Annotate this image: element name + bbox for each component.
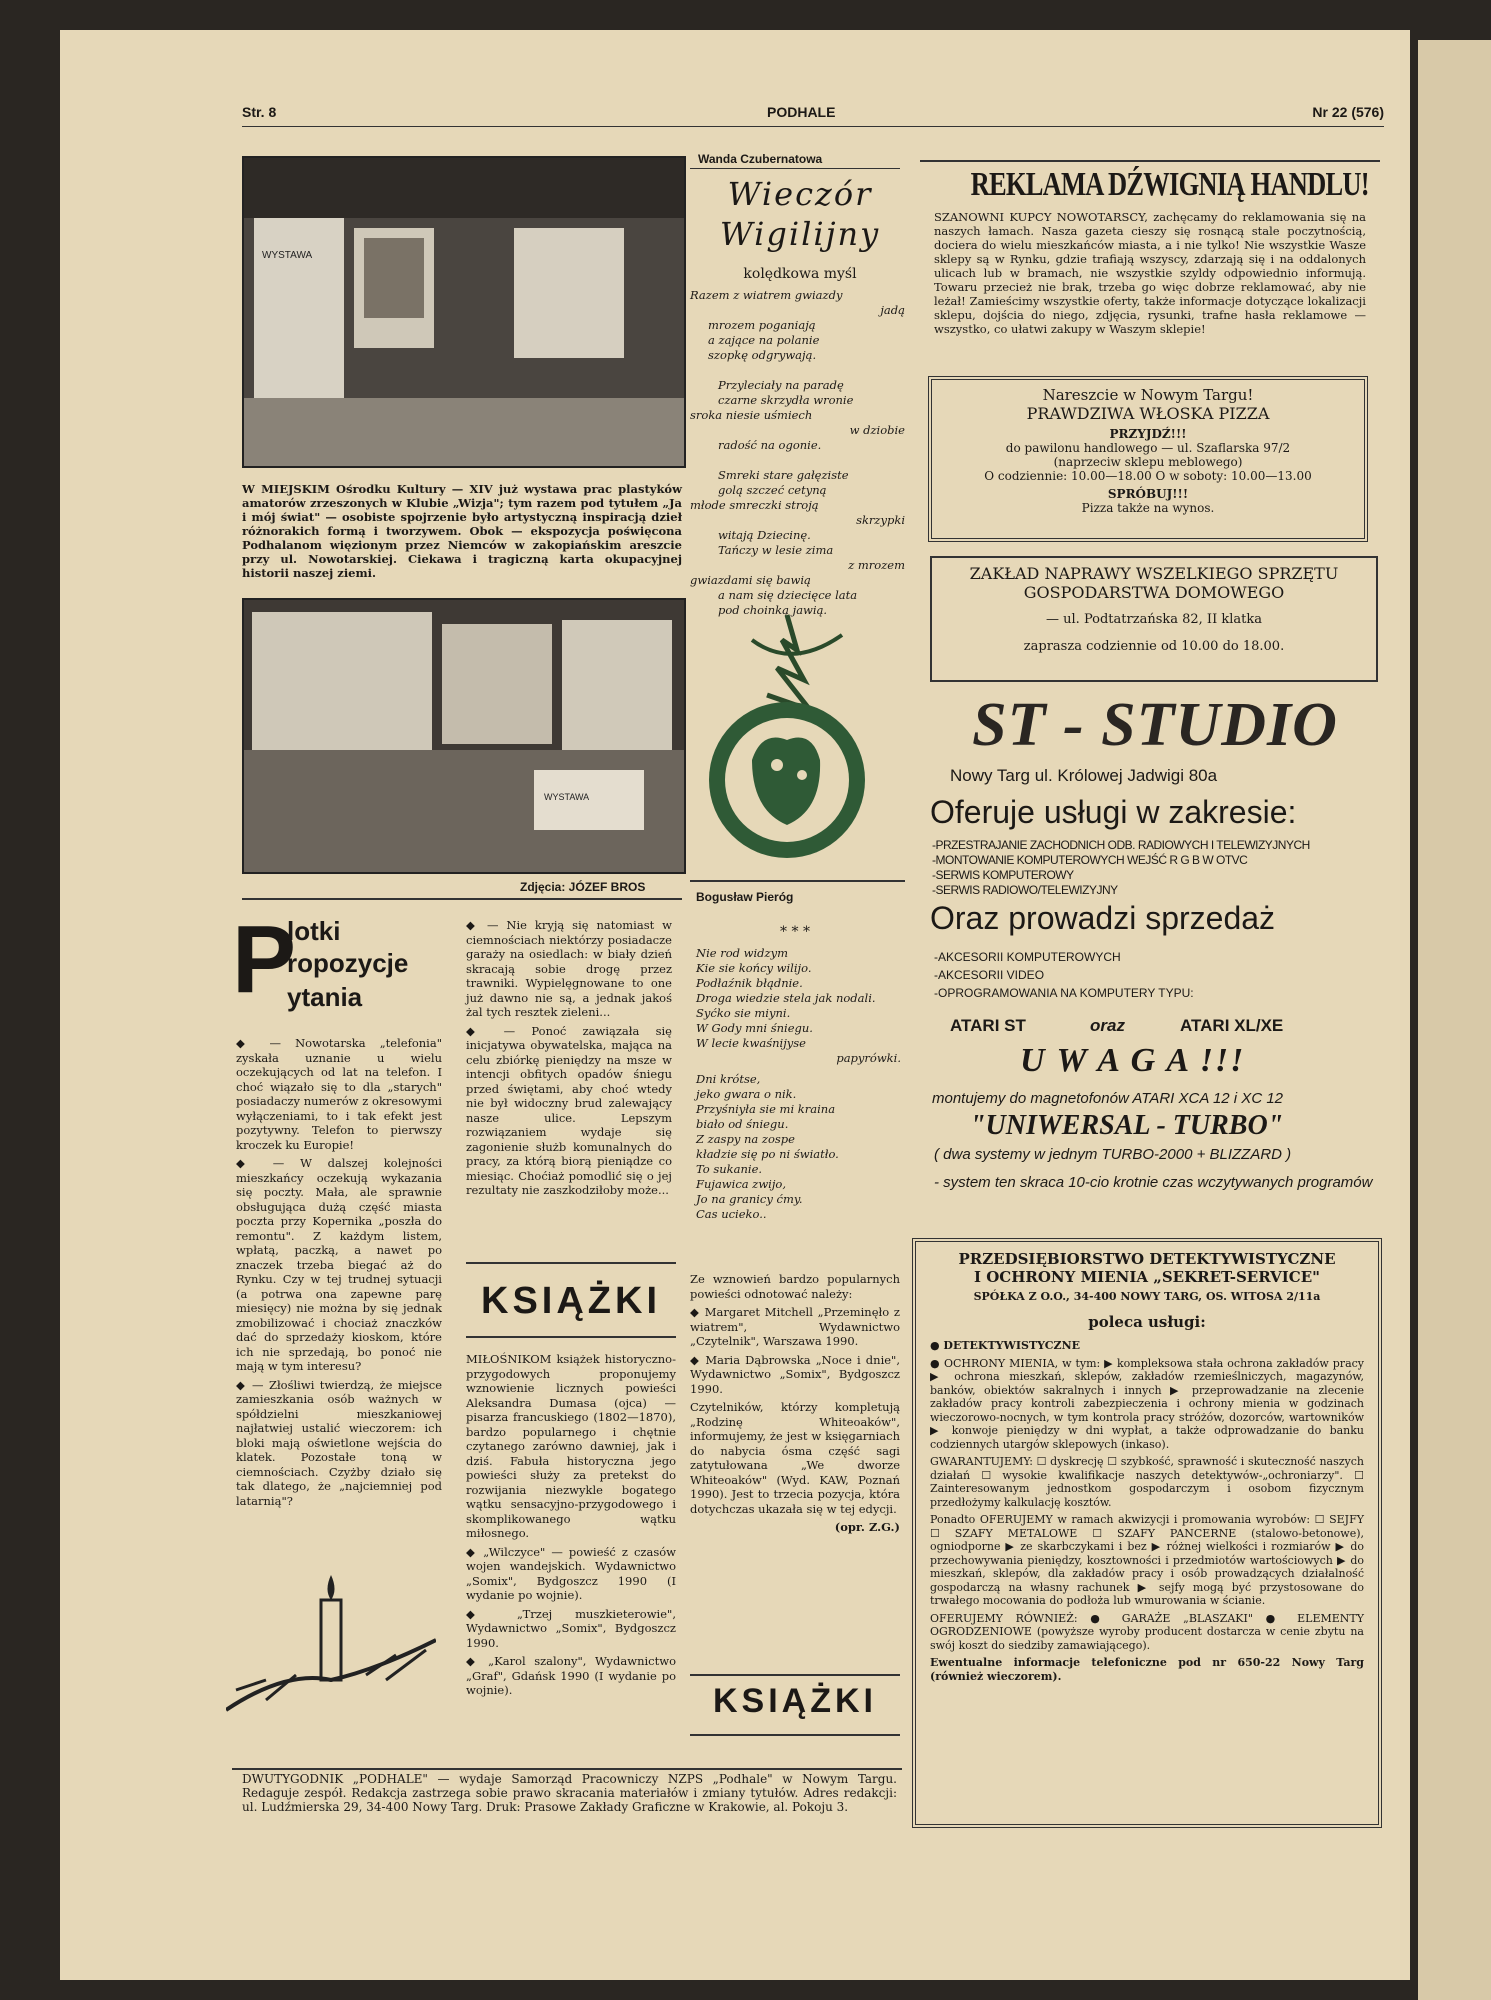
st-studio-sale: Oraz prowadzi sprzedaż [930,900,1276,936]
poem-line: Cas ucieko.. [696,1207,767,1221]
plotki-big-p: P [232,906,297,1013]
book-paragraph: Ze wznowień bardzo popularnych powieści odnotować należy: [690,1272,900,1301]
exhibition-sign-2: WYSTAWA [544,792,590,802]
pizza-line-1: Nareszcie w Nowym Targu! [1042,386,1254,404]
page-number: Str. 8 [242,104,277,120]
ksiazki-2-rule-bottom [690,1734,900,1736]
naprawa-ad [930,556,1378,682]
newspaper-title: PODHALE [767,104,836,120]
ksiazki-rule-bottom [466,1336,676,1338]
book-signature: (opr. Z.G.) [834,1520,900,1534]
poem-line: radość na ogonie. [718,438,822,452]
atari-oraz: oraz [1090,1016,1125,1035]
poem-line: Syćko sie miyni. [696,1006,791,1020]
sekret-body [930,1339,1364,1683]
plotki-title-2: ropozycje [287,948,409,978]
sekret-service-ad [912,1238,1382,1828]
exhibition-photo-1-image [244,158,684,466]
poem-line: Podłaźnik błądnie. [696,976,803,990]
ksiazki-rule-top [466,1262,676,1264]
poem-2-stars: * * * [780,924,810,940]
st-studio-address: Nowy Targ ul. Królowej Jadwigi 80a [950,766,1218,785]
naprawa-line-4: zaprasza codziennie od 10.00 do 18.00. [1023,639,1285,654]
poem-line: Droga wiedzie stela jak nodali. [696,991,876,1005]
st-studio-ad [920,690,1390,1240]
poem-line: W lecie kwaśnijyse [696,1036,806,1050]
uwaga-banner: U W A G A !!! [1020,1042,1246,1079]
service-item: -MONTOWANIE KOMPUTEROWYCH WEJŚĆ R G B W OTVC [932,853,1248,867]
exhibition-photo-1 [242,156,686,468]
plotki-item: ◆ — W dalszej kolejności mieszkańcy oczekują wykazania się poczty. Mała, ale sprawnie obsługująca dużą część miasta poczta przy Kopernika „poszła do remontu". Z każdym listem, wpłatą, paczką, a nawet po znaczek trzeba biegać aż do Rynku. Czy w tej trudnej sytuacji (a potrwa ona zapewne parę miesięcy) nie można by się jednak zmobilizować i chociaż znaczków dać do sprzedaży kioskom, które ich nie sprzedają, bo ponoć nie mają w tym interesu? [236,1156,442,1373]
product-item: -AKCESORII KOMPUTEROWYCH [934,950,1121,964]
st-studio-services [932,838,1310,898]
candle-illustration [226,1570,436,1720]
poem-line: Przyśniyła sie mi kraina [696,1102,836,1116]
poem-line: Przyleciały na paradę [718,378,844,392]
poem-line: witają Dziecinę. [718,528,811,542]
uniwersal-turbo: "UNIWERSAL - TURBO" [970,1110,1284,1141]
reklama-box [920,160,1380,362]
poem-line: czarne skrzydła wronie [718,393,854,407]
plotki-title-3: ytania [287,982,363,1012]
book-item: ◆ „Wilczyce" — powieść z czasów wojen wandejskich. Wydawnictwo „Somix", Bydgoszcz 1990 (I wydanie po wojnie). [466,1544,676,1602]
product-item: -AKCESORII VIDEO [934,968,1045,982]
sekret-item: ● OCHRONY MIENIA, w tym: ▶ kompleksowa stała ochrona zakładów pracy ▶ ochrona mieszkań, sklepów, zakładów rzemieślniczych, magazynów, banków, obiektów sakralnych i innych ▶ przeprowadzanie na zlecenie zakładów pracy kontroli zabezpieczenia i ochrony mienia w godzinach wieczorowo-nocnych, w tym kontrola pracy stróżów, dozorców, wartowników ▶ konwoje pieniędzy w dni wypłat, a także odprowadzanie do banku codziennych utargów sklepowych (inkaso). [930,1356,1364,1451]
naprawa-line-3: — ul. Podtatrzańska 82, II klatka [1046,612,1262,627]
montujemy-text: montujemy do magnetofonów ATARI XCA 12 i XC 12 [932,1090,1283,1107]
poem-line [690,453,905,468]
poem-line: Jo na granicy ćmy. [696,1192,803,1206]
st-studio-products [934,948,1194,1002]
photo-1-caption: W MIEJSKIM Ośrodku Kultury — XIV już wystawa prac plastyków amatorów zrzeszonych w Klubie „Wizja"; tym razem pod tytułem „Ja i mój świat" — osobiste spojrzenie było artystyczną inspiracją dzieł różnorakich formą i tworzywem. Obok — ekspozycja poświęcona Podhalanom więzionym przez Niemców w zakopiańskim areszcie przy ul. Nowotarskiej. Ciekawa i tragiczną karta okupacyjnej historii naszej ziemi. [242,482,682,580]
photo-credit: Zdjęcia: JÓZEF BROS [520,880,646,894]
christmas-bauble-icon [692,610,902,870]
st-studio-title: ST - STUDIO [972,691,1338,759]
poem-line: papyrówki. [836,1051,901,1065]
book-item: ◆ Maria Dąbrowska „Noce i dnie", Wydawnictwo „Somix", Bydgoszcz 1990. [690,1352,900,1396]
product-item: -OPROGRAMOWANIA NA KOMPUTERY TYPU: [934,986,1194,1000]
reklama-title: REKLAMA DŹWIGNIĄ HANDLU! [970,166,1369,203]
exhibition-sign-1: WYSTAWA [262,250,313,261]
issue-number: Nr 22 (576) [1312,104,1384,120]
plotki-item: ◆ — Złośliwi twierdzą, że miejsce zamieszkania osób ważnych w spółdzielni mieszkaniowej najłatwiej ustalić wieczorem: ich bloki mają oświetlone wejścia do klatek. Pozostałe toną w ciemnościach. Czyżby działo się tak dlatego, że „najciemniej pod latarnią"? [236,1377,442,1508]
poem-line: skrzypki [856,513,905,527]
sekret-item: GWARANTUJEMY: ☐ dyskrecję ☐ szybkość, sprawność i skuteczność naszych działań ☐ wysokie kwalifikacje naszych detektywów-„ochroniarzy". ☐ Zainteresowanym jednostkom gospodarczym i osobom fizycznym przedłożymy kalkulację kosztów. [930,1455,1364,1509]
pizza-line-8: Pizza także na wynos. [1081,501,1215,515]
poem-line: kładzie się po ni światło. [696,1147,839,1161]
plotki-column-1 [236,1036,442,1512]
sekret-title-1: PRZEDSIĘBIORSTWO DETEKTYWISTYCZNE [958,1250,1336,1268]
poem-line: a nam się dziecięce lata [718,588,858,602]
poem-line: z mrozem [848,558,905,572]
sekret-title-2: I OCHRONY MIENIA „SEKRET-SERVICE" [973,1268,1320,1286]
pizza-line-3: PRZYJDŹ!!! [1109,427,1187,441]
book-item: ◆ Margaret Mitchell „Przeminęło z wiatrem", Wydawnictwo „Czytelnik", Warszawa 1990. [690,1305,900,1348]
systems-text: ( dwa systemy w jednym TURBO-2000 + BLIZZARD ) [934,1146,1292,1163]
imprint-footer: DWUTYGODNIK „PODHALE" — wydaje Samorząd Pracowniczy NZPS „Podhale" w Nowym Targu. Redaguje zespół. Redakcja zastrzega sobie prawo skracania materiałów i zmiany tytułów. Adres redakcji: ul. Ludźmierska 29, 34-400 Nowy Targ. Druk: Prasowe Zakłady Graficzne w Krakowie, al. Pokoju 3. [242,1772,897,1814]
poem-line: W Gody mni śniegu. [696,1021,813,1035]
sekret-poleca: poleca usługi: [1088,1313,1206,1331]
naprawa-line-2: GOSPODARSTWA DOMOWEGO [1023,583,1285,602]
poem-line: młode smreczki stroją [690,498,819,512]
sekret-item: Ewentualne informacje telefoniczne pod nr 650-22 Nowy Targ (również wieczorem). [930,1656,1364,1683]
service-item: -SERWIS KOMPUTEROWY [932,868,1074,882]
poem-1-subtitle: kolędkowa myśl [743,266,857,282]
poem-line: Razem z wiatrem gwiazdy [690,288,843,302]
poem-1-rule [690,168,900,169]
book-paragraph: MIŁOŚNIKOM książek historyczno-przygodowych proponujemy wznowienie licznych powieści Aleksandra Dumasa (ojca) — pisarza francuskiego (1802—1870), bardzo popularnego i chętnie czytanego zarówno dawniej, jak i dziś. Fabuła historyczna jego powieści służy za pretekst do rozwijania niezwykle bogatego wątku sensacyjno-przygodowego i skomplikowanego wątku miłosnego. [466,1352,676,1540]
poem-line: w dziobie [849,423,905,437]
poem-line: pod choinką jawią. [718,603,828,617]
poem-1-title-line-1: Wieczór [727,175,873,213]
pizza-line-4: do pawilonu handlowego — ul. Szaflarska 97/2 [1005,441,1291,455]
poem-1-title [690,174,910,254]
divider-left [242,898,682,900]
plotki-item: ◆ — Nie kryją się natomiast w ciemnościach niektórzy posiadacze garaży na osiedlach: w biały dzień skracają sobie drogę przez trawniki. Wypielęgnowane to one już dawno nie są, a jednak jakoś żal tych resztek zieleni... [466,918,672,1019]
poem-line: Smreki stare gałęziste [718,468,849,482]
poem-line: Tańczy w lesie zima [718,543,834,557]
plotki-item: ◆ — Ponoć zawiązała się inicjatywa obywatelska, mająca na celu zbiórkę pieniędzy na msze w intencji obfitych opadów śniegu przed świętami, aby choć wtedy nie był widoczny brud zalewający nasze ulice. Lepszym rozwiązaniem wydaje się zagonienie służb komunalnych do pracy, za którą biorą pieniądze co miesiąc. Choćiaż pomodlić się o jej rezultaty nie zaszkodziłoby może... [466,1023,672,1197]
poem-line: szopkę odgrywają. [708,348,817,362]
poem-line: Nie rod widzym [696,946,788,960]
plotki-heading [232,906,442,1030]
book-paragraph: Czytelników, którzy kompletują „Rodzinę Whiteoaków", informujemy, że jest w księgarniach do nabycia ósma część sagi zatytułowana „We dworze Whiteoaków" (Wyd. KAW, Poznań 1990). Jest to trzecia pozycja, która dotychczas ukazała się w tej edycji. [690,1400,900,1516]
book-item: ◆ „Trzej muszkieterowie", Wydawnictwo „Somix", Bydgoszcz 1990. [466,1606,676,1650]
exhibition-photo-2 [242,598,686,874]
poem-line: Fujawica zwijo, [696,1177,787,1191]
page-header [242,104,1384,127]
pizza-line-2: PRAWDZIWA WŁOSKA PIZZA [1026,404,1270,423]
sekret-item: ● DETEKTYWISTYCZNE [930,1339,1081,1352]
sekret-item: Ponadto OFERUJEMY w ramach akwizycji i promowania wyrobów: ☐ SEJFY ☐ SZAFY METALOWE ☐ SZAFY PANCERNE (stalowo-betonowe), ogniodporne ▶ ze skarbczykami i bez ▶ różnej wielkości i rozmiarów ▶ do przechowywania pieniędzy, kosztowności i przedmiotów wartościowych ▶ do mieszkań, sklepów, dla zakładów pracy i osób prowadzących działalność gospodarczą na własny rachunek ▶ sejfy mogą być przystosowane do trwałego mocowania do podłoża lub wmurowania w ścianie. [930,1513,1364,1607]
st-studio-offer: Oferuje usługi w zakresie: [930,794,1297,830]
poem-line: To sukanie. [696,1162,763,1176]
poem-line: gwiazdami się bawią [690,573,811,587]
poem-line: mrozem poganiają [708,318,816,332]
poem-line: Dni krótse, [696,1072,761,1086]
poem-line: Kie sie końcy wilijo. [696,961,812,975]
exhibition-photo-2-image [244,600,684,872]
footer-rule [232,1768,902,1770]
poem-line [690,363,905,378]
reklama-body: SZANOWNI KUPCY NOWOTARSCY, zachęcamy do reklamowania się na naszych łamach. Nasza gazeta cieszy się rosnącą stale poczytnością, dociera do wielu mieszkańców miasta, a i nie tylko! Nie wszystkie Wasze sklepy są w Rynku, gdzie trafiają wszyscy, zdarzają się i na oddalonych ulicach lub w bramach, nie wszystkie szyldy odpowiednio informują. Towaru przecież nie brak, trzeba go więc dobrze reklamować, aby nie leżał! Zamieścimy wszystkie oferty, także informacje dotyczące lokalizacji sklepu, dojścia do niego, zdjęcia, rysunki, trafne hasła reklamowe — wszystko, co ułatwi zakupy w Waszym sklepie! [934,210,1366,336]
service-item: -PRZESTRAJANIE ZACHODNICH ODB. RADIOWYCH I TELEWIZYJNYCH [932,838,1310,852]
pizza-line-5: (naprzeciw sklepu meblowego) [1053,455,1243,469]
poem-line: jadą [880,303,905,317]
candle-icon [226,1570,436,1720]
sekret-address: SPÓŁKA Z O.O., 34-400 NOWY TARG, OS. WITOSA 2/11a [973,1290,1321,1303]
system-note: - system ten skraca 10-cio krotnie czas wczytywanych programów [934,1174,1373,1191]
poem-2-body [696,946,901,1222]
plotki-column-2 [466,918,672,1202]
atari-st: ATARI ST [950,1016,1026,1035]
sekret-item: OFERUJEMY RÓWNIEŻ: ● GARAŻE „BLASZAKI" ● ELEMENTY OGRODZENIOWE (powyższe wyroby producent dostarcza w cenie zbytu na swój koszt do siedziby zamawiającego). [930,1611,1364,1652]
service-item: -SERWIS RADIOWO/TELEWIZYJNY [932,883,1118,897]
book-item: ◆ „Karol szalony", Wydawnictwo „Graf", Gdańsk 1990 (I wydanie po wojnie). [466,1654,676,1697]
christmas-ornament-illustration [692,610,902,870]
poem-1-title-line-2: Wigilijny [719,215,881,253]
ksiazki-column-2 [690,1272,900,1539]
pizza-line-6: O codziennie: 10.00—18.00 O w soboty: 10.00—13.00 [984,469,1312,483]
pizza-ad [928,376,1368,542]
poem-line: golą szczeć cetyną [718,483,827,497]
ksiazki-column-1 [466,1352,676,1702]
poem-1-body [690,288,905,618]
poem-1-author: Wanda Czubernatowa [698,152,823,166]
atari-xl-xe: ATARI XL/XE [1180,1016,1284,1035]
plotki-item: ◆ — Nowotarska „telefonia" zyskała uznanie u wielu oczekujących od lat na telefon. I choć wiązało się to dla „starych" posiadaczy numerów z okresowymi wyłączeniami, to i tak efekt jest pozytywny. Telefon to pierwszy kroczek ku Europie! [236,1036,442,1152]
poem-line: a zające na polanie [708,333,820,347]
plotki-title-1: lotki [287,916,341,946]
poem-divider [690,880,905,882]
pizza-line-7: SPRÓBUJ!!! [1107,487,1189,501]
poem-2-author: Bogusław Pieróg [696,890,794,904]
poem-line: biało od śniegu. [696,1117,789,1131]
poem-line: sroka niesie uśmiech [690,408,813,422]
ksiazki-2-rule-top [690,1674,900,1676]
naprawa-line-1: ZAKŁAD NAPRAWY WSZELKIEGO SPRZĘTU [969,564,1339,583]
page-spine [1410,40,1491,2000]
ksiazki-heading: KSIĄŻKI [481,1280,661,1322]
ksiazki-heading-2: KSIĄŻKI [713,1682,877,1720]
poem-line: Z zaspy na zospe [696,1132,795,1146]
poem-line: jeko gwara o nik. [696,1087,797,1101]
